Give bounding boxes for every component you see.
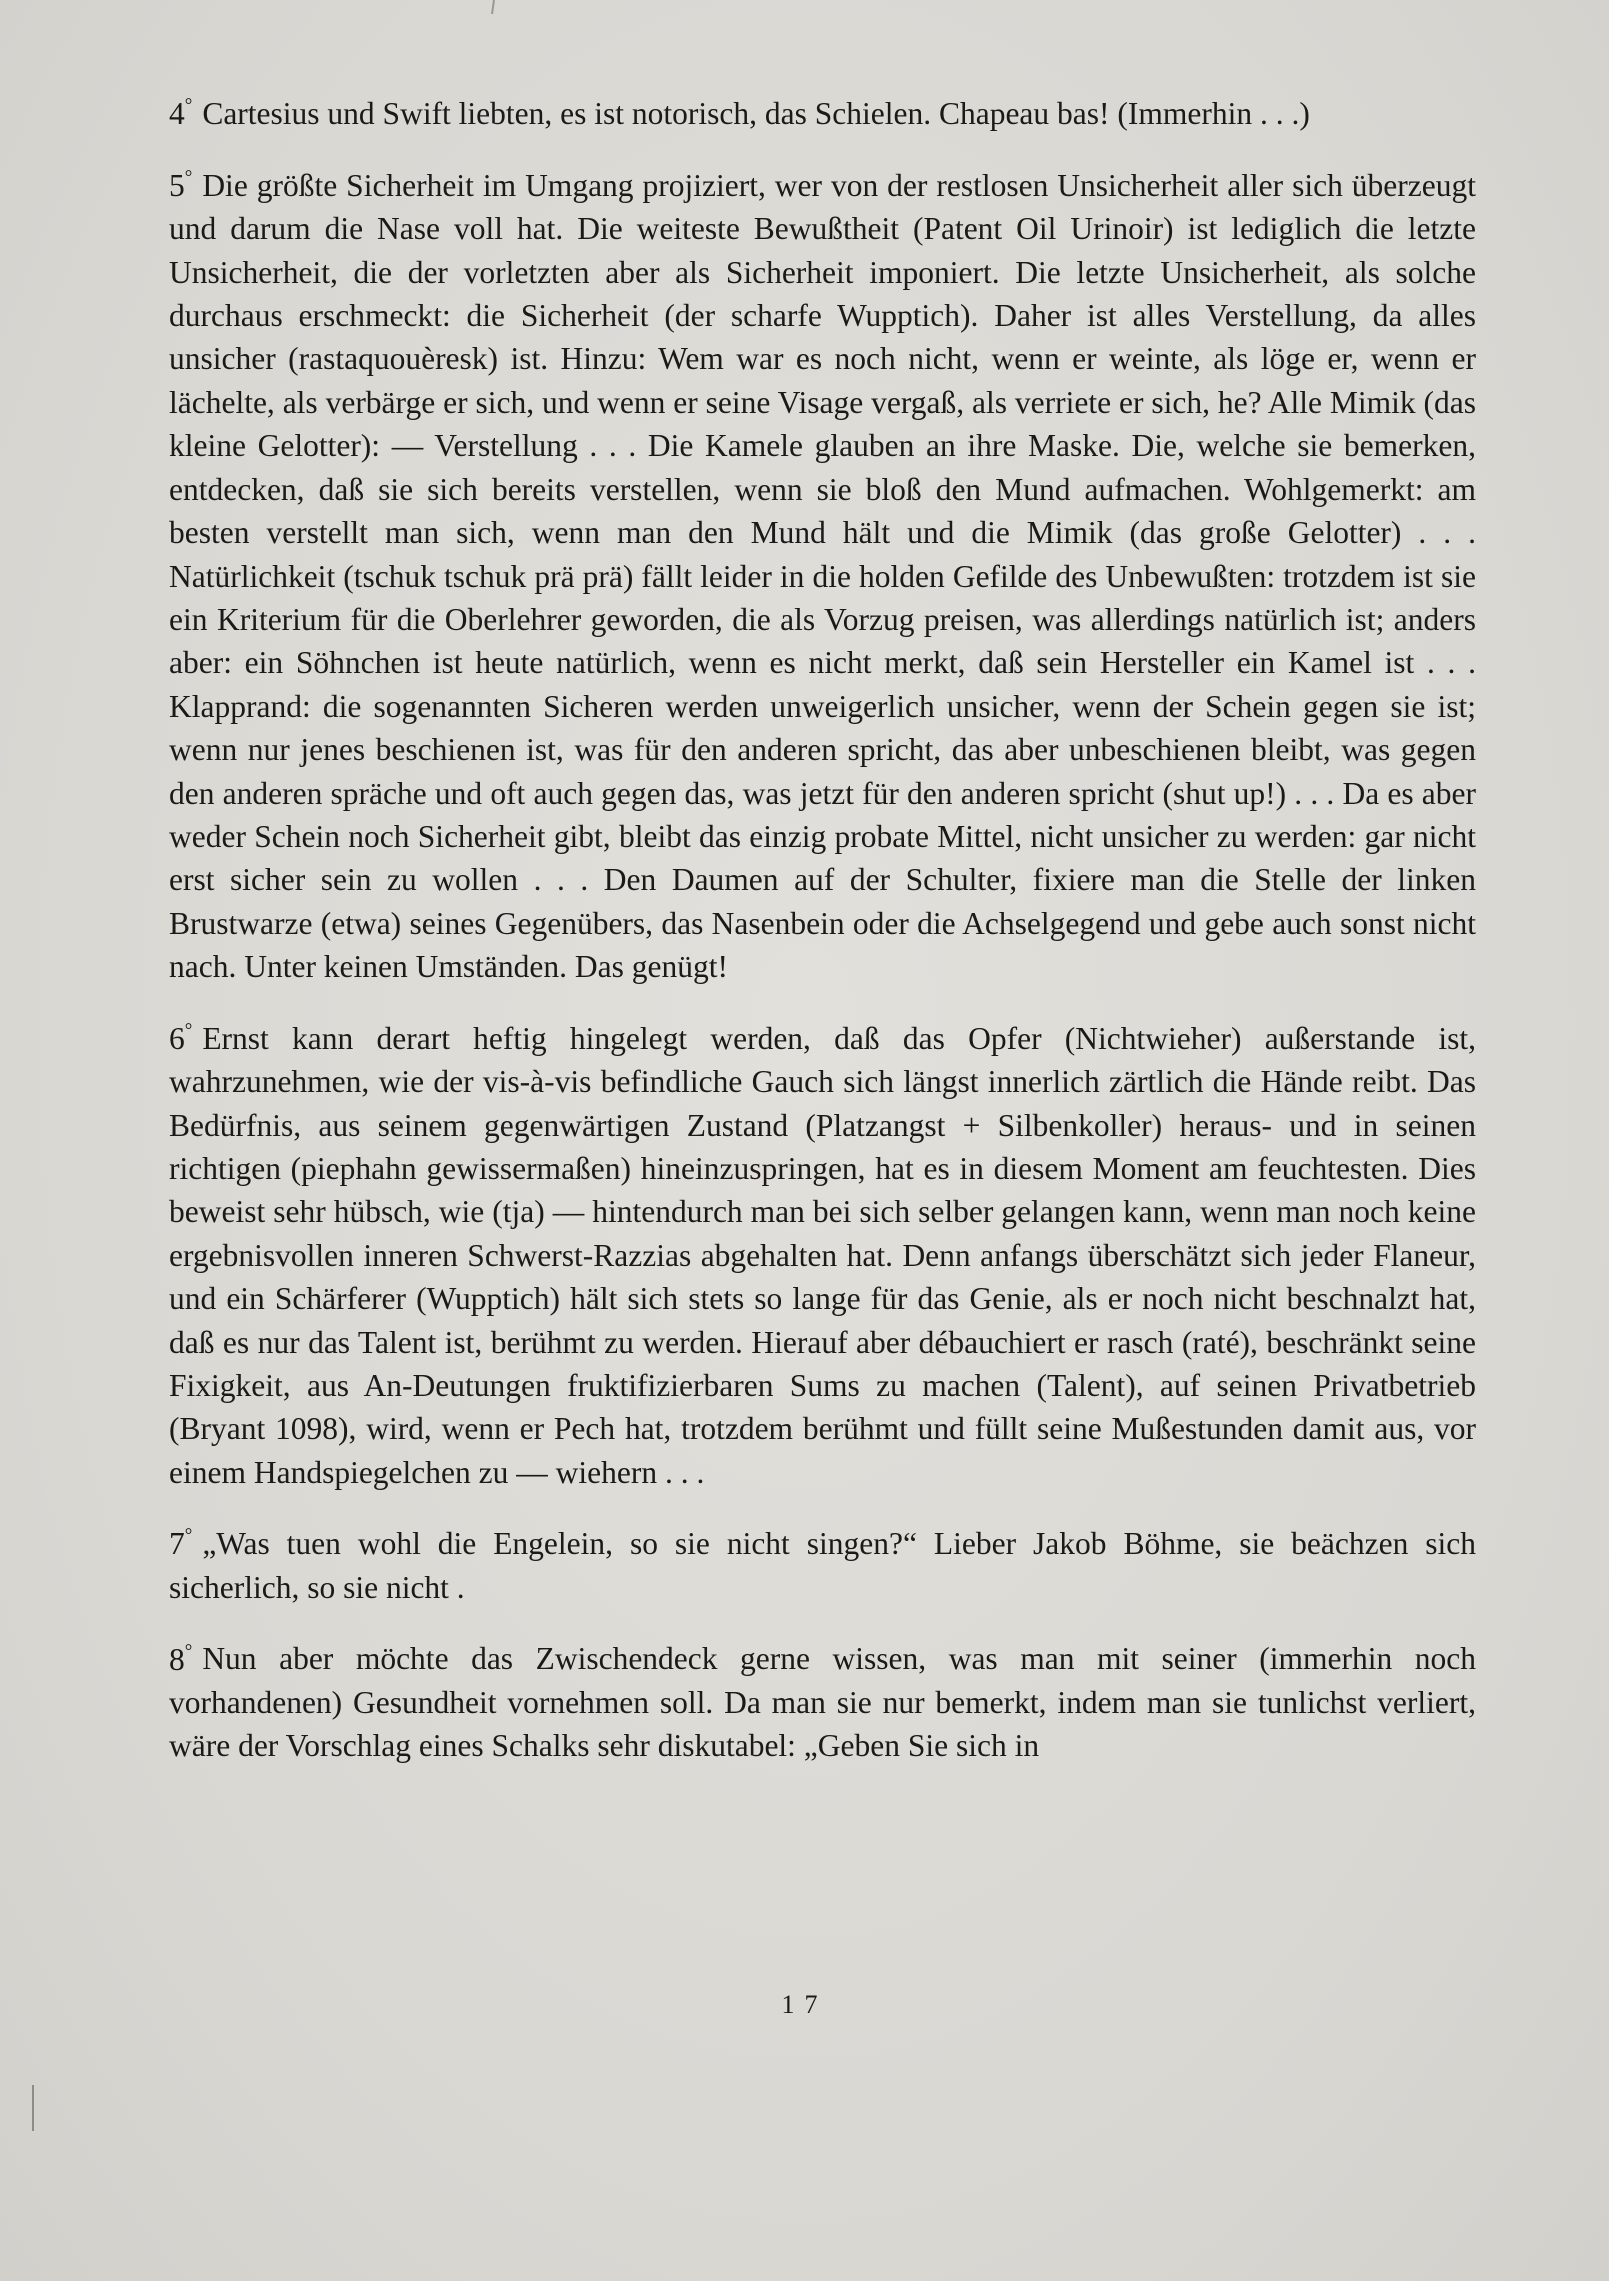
paragraph-number: 5° [169,166,193,203]
paragraph-number: 6° [169,1019,193,1056]
numbered-paragraph [169,1514,1476,1609]
paper-scratch-mark [32,2085,34,2131]
paragraph-number: 4° [169,95,193,132]
page-number: 17 [781,1990,828,2019]
paragraph-text: Ernst kann derart heftig hingelegt werden, daß das Opfer (Nichtwieher) außerstande ist, wahrzunehmen, wie der vis-à-vis befindliche Gauch sich längst innerlich zärtlich die Hände reibt. Das Bedürfnis, aus seinem gegenwärtigen Zustand (Platzangst + Silbenkoller) heraus- und in seinen richtigen (piephahn gewissermaßen) hineinzuspringen, hat es in diesem Moment am feuchtesten. Dies beweist sehr hübsch, wie (tja) — hintendurch man bei sich selber gelangen kann, wenn man noch keine ergebnisvollen inneren Schwerst-Razzias abgehalten hat. Denn anfangs überschätzt sich jeder Flaneur, und ein Schärferer (Wupptich) hält sich stets so lange für das Genie, als er noch nicht beschnalzt hat, daß es nur das Talent ist, berühmt zu werden. Hierauf aber débauchiert er rasch (raté), beschränkt seine Fixigkeit, aus An-Deutungen fruktifizierbaren Sums zu machen (Talent), auf seinen Privatbetrieb (Bryant 1098), wird, wenn er Pech hat, trotzdem berühmt und füllt seine Mußestunden damit aus, vor einem Handspiegelchen zu — wiehern . . . [169,1020,1476,1490]
paragraph-text: Die größte Sicherheit im Umgang projiziert, wer von der restlosen Unsicherheit aller sich überzeugt und darum die Nase voll hat. Die weiteste Bewußtheit (Patent Oil Urinoir) ist lediglich die letzte Unsicherheit, die der vorletzten aber als Sicherheit imponiert. Die letzte Unsicherheit, als solche durchaus erschmeckt: die Sicherheit (der scharfe Wupptich). Daher ist alles Verstellung, da alles unsicher (rastaquouèresk) ist. Hinzu: Wem war es noch nicht, wenn er weinte, als löge er, wenn er lächelte, als verbärge er sich, und wenn er seine Visage vergaß, als verriete er sich, he? Alle Mimik (das kleine Gelotter): — Verstellung . . . Die Kamele glauben an ihre Maske. Die, welche sie bemerken, entdecken, daß sie sich bereits verstellen, wenn sie bloß den Mund aufmachen. Wohlgemerkt: am besten verstellt man sich, wenn man den Mund hält und die Mimik (das große Gelotter) . . . Natürlichkeit (tschuk tschuk prä prä) fällt leider in die holden Gefilde des Unbewußten: trotzdem ist sie ein Kriterium für die Oberlehrer geworden, die als Vorzug preisen, was allerdings natürlich ist; anders aber: ein Söhnchen ist heute natürlich, wenn es nicht merkt, daß sein Hersteller ein Kamel ist . . . Klapprand: die sogenannten Sicheren werden unweigerlich unsicher, wenn der Schein gegen sie ist; wenn nur jenes beschienen ist, was für den anderen spricht, das aber unbeschienen bleibt, was gegen den anderen spräche und oft auch gegen das, was jetzt für den anderen spricht (shut up!) . . . Da es aber weder Schein noch Sicherheit gibt, bleibt das einzig probate Mittel, nicht unsicher zu werden: gar nicht erst sicher sein zu wollen . . . Den Daumen auf der Schulter, fixiere man die Stelle der linken Brustwarze (etwa) seines Gegenübers, das Nasenbein oder die Achselgegend und gebe auch sonst nicht nach. Unter keinen Umständen. Das genügt! [169,167,1476,985]
paper-scratch-mark [491,0,495,14]
body-text [169,84,1476,1788]
paragraph-number: 8° [169,1640,193,1677]
paragraph-text: Cartesius und Swift liebten, es ist notorisch, das Schielen. Chapeau bas! (Immerhin . . .) [202,96,1310,132]
paragraph-number: 7° [169,1525,193,1562]
numbered-paragraph [169,1629,1476,1767]
paragraph-text: „Was tuen wohl die Engelein, so sie nicht singen?“ Lieber Jakob Böhme, sie beächzen sich sicherlich, so sie nicht . [169,1526,1476,1605]
paragraph-text: Nun aber möchte das Zwischendeck gerne wissen, was man mit seiner (immerhin noch vorhandenen) Gesundheit vornehmen soll. Da man sie nur bemerkt, indem man sie tunlichst verliert, wäre der Vorschlag eines Schalks sehr diskutabel: „Geben Sie sich in [169,1641,1476,1764]
numbered-paragraph [169,1009,1476,1495]
numbered-paragraph [169,84,1476,136]
numbered-paragraph [169,156,1476,989]
